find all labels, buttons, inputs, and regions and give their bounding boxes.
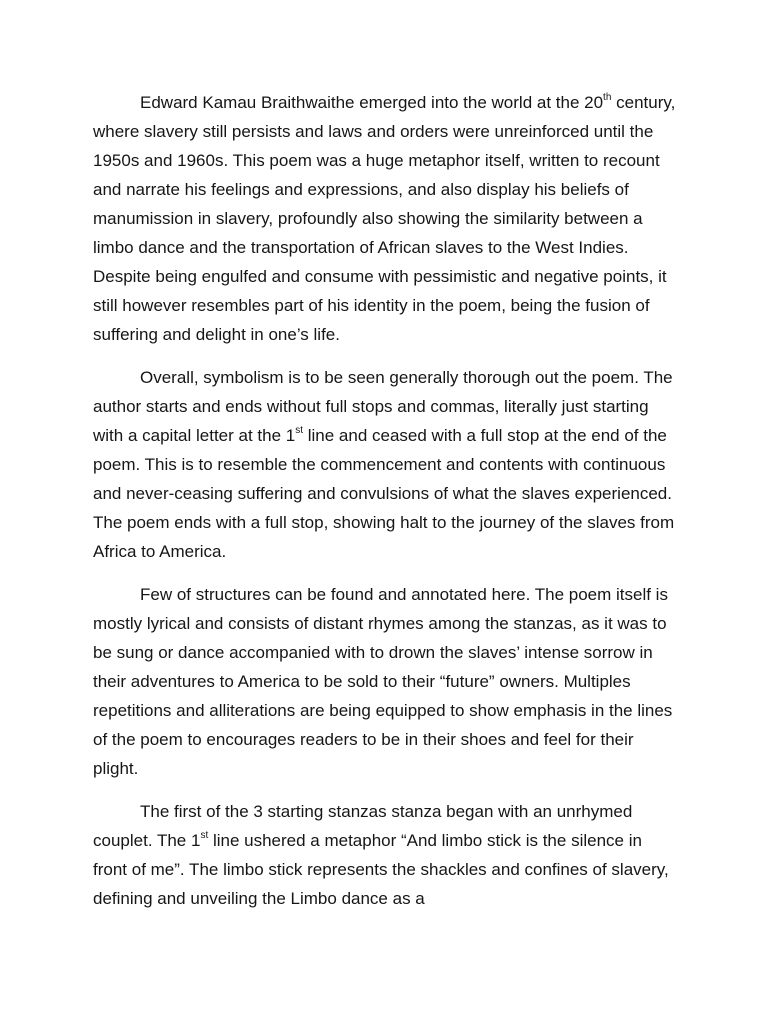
ordinal-suffix-st: st xyxy=(295,425,304,436)
paragraph-4-text-b: line ushered a metaphor “And limbo stick is the silence in front of me”. The limbo stick represents the shackles and confines of slavery, defining and unveiling the Limbo dance as a xyxy=(93,831,669,908)
ordinal-suffix-th: th xyxy=(603,92,612,103)
paragraph-3 xyxy=(93,580,678,783)
ordinal-suffix-st: st xyxy=(200,830,209,841)
paragraph-1 xyxy=(93,88,678,349)
paragraph-4-text-a: The first of the 3 starting stanzas stanza began with an unrhymed couplet. The 1 xyxy=(93,802,633,850)
paragraph-1-text-b: century, where slavery still persists and laws and orders were unreinforced until the 1950s and 1960s. This poem was a huge metaphor itself, written to recount and narrate his feelings and expressions, and also display his beliefs of manumission in slavery, profoundly also showing the similarity between a limbo dance and the transportation of African slaves to the West Indies. Despite being engulfed and consume with pessimistic and negative points, it still however resembles part of his identity in the poem, being the fusion of suffering and delight in one’s life. xyxy=(93,93,676,344)
paragraph-1-text-a: Edward Kamau Braithwaithe emerged into the world at the 20 xyxy=(140,93,604,112)
essay-body xyxy=(93,88,678,927)
paragraph-4 xyxy=(93,797,678,913)
paragraph-2-text-b: line and ceased with a full stop at the end of the poem. This is to resemble the commencement and contents with continuous and never-ceasing suffering and convulsions of what the slaves experienced. The poem ends with a full stop, showing halt to the journey of the slaves from Africa to America. xyxy=(93,426,675,561)
paragraph-2 xyxy=(93,363,678,566)
paragraph-3-text: Few of structures can be found and annotated here. The poem itself is mostly lyrical and consists of distant rhymes among the stanzas, as it was to be sung or dance accompanied with to drown the slaves’ intense sorrow in their adventures to America to be sold to their “future” owners. Multiples repetitions and alliterations are being equipped to show emphasis in the lines of the poem to encourages readers to be in their shoes and feel for their plight. xyxy=(93,585,673,778)
paragraph-2-text-a: Overall, symbolism is to be seen generally thorough out the poem. The author starts and ends without full stops and commas, literally just starting with a capital letter at the 1 xyxy=(93,368,673,445)
